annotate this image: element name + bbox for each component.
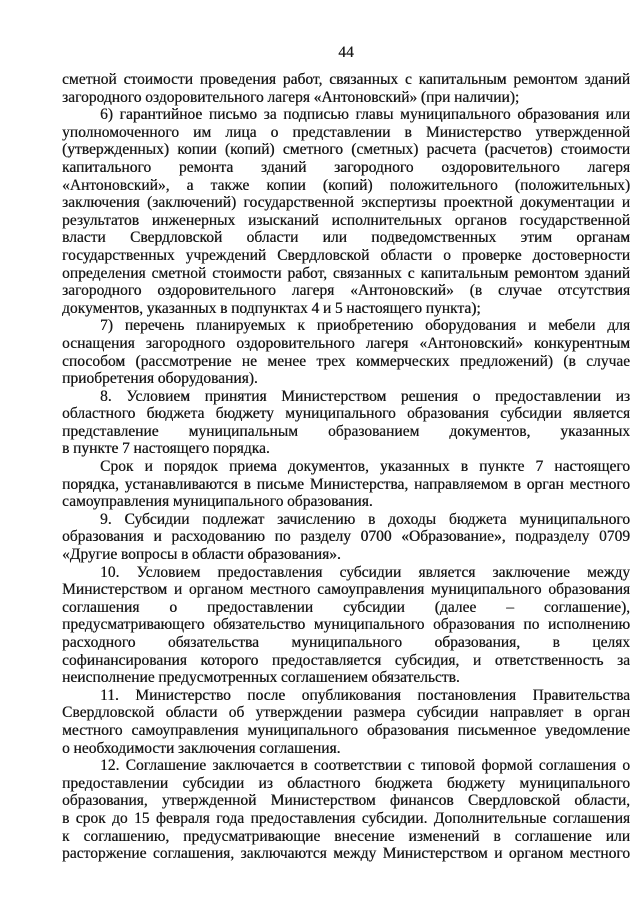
text-line: в срок до 15 февраля года предоставления субсидии. Дополнительные соглашения: [62, 809, 630, 827]
text-line: 9. Субсидии подлежат зачислению в доходы бюджета муниципального: [100, 510, 630, 528]
text-line: самоуправления муниципального образования.: [62, 493, 373, 511]
paragraph: [62, 71, 630, 106]
text-line: сметной стоимости проведения работ, связанных с капитальным ремонтом зданий: [62, 71, 630, 88]
text-line: неисполнение предусмотренных соглашением обязательств.: [62, 669, 460, 687]
text-line: (утвержденных) копии (копий) сметного (сметных) расчета (расчетов) стоимости: [62, 141, 630, 159]
text-line: загородного оздоровительного лагеря «Антоновский» (в случае отсутствия: [62, 282, 630, 300]
text-line: способом (рассмотрение не менее трех коммерческих предложений) (в случае: [62, 352, 630, 370]
text-line: расторжение соглашения, заключаются между Министерством и органом местного: [62, 845, 630, 863]
text-line: софинансирования которого предоставляется субсидия, и ответственность за: [62, 651, 630, 669]
paragraph: [62, 687, 630, 757]
text-line: государственных учреждений Свердловской области о проверке достоверности: [62, 246, 630, 264]
text-line: образования, утвержденной Министерством финансов Свердловской области,: [62, 792, 630, 810]
text-line: уполномоченного им лица о представлении в Министерство утвержденной: [62, 123, 630, 141]
text-line: «Другие вопросы в области образования».: [62, 546, 341, 564]
text-line: результатов инженерных изысканий исполнительных органов государственной: [62, 211, 630, 229]
text-line: 12. Соглашение заключается в соответствии с типовой формой соглашения о: [100, 757, 630, 775]
text-line: документов, указанных в подпунктах 4 и 5 настоящего пункта);: [62, 299, 481, 317]
text-line: приобретения оборудования).: [62, 370, 258, 388]
text-line: оснащения загородного оздоровительного лагеря «Антоновский» конкурентным: [62, 334, 630, 352]
text-line: в пункте 7 настоящего порядка.: [62, 440, 270, 458]
page-number: 44: [338, 44, 354, 61]
text-line: 10. Условием предоставления субсидии является заключение между: [100, 563, 630, 581]
text-line: 11. Министерство после опубликования постановления Правительства: [100, 686, 630, 704]
text-line: предусматривающего обязательство муниципального образования по исполнению: [62, 616, 630, 634]
text-line: порядка, устанавливаются в письме Министерства, направляемом в орган местного: [62, 475, 630, 493]
text-line: власти Свердловской области или подведомственных этим органам: [62, 229, 630, 247]
text-line: 6) гарантийное письмо за подписью главы муниципального образования или: [100, 106, 630, 124]
text-line: заключения (заключений) государственной экспертизы проектной документации и: [62, 194, 630, 212]
text-line: областного бюджета бюджету муниципального образования субсидии является: [62, 405, 630, 423]
paragraph: [62, 511, 630, 564]
text-line: о необходимости заключения соглашения.: [62, 739, 341, 757]
text-line: Свердловской области об утверждении размера субсидии направляет в орган: [62, 704, 630, 722]
text-line: капитального ремонта зданий загородного оздоровительного лагеря: [62, 158, 630, 176]
text-line: загородного оздоровительного лагеря «Антоновский» (при наличии);: [62, 88, 520, 106]
text-line: местного самоуправления муниципального образования письменное уведомление: [62, 721, 630, 739]
text-line: представление муниципальным образованием документов, указанных: [62, 422, 630, 440]
paragraph: [62, 388, 630, 458]
text-line: Срок и порядок приема документов, указанных в пункте 7 настоящего: [100, 458, 630, 476]
text-line: расходного обязательства муниципального образования, в целях: [62, 634, 630, 651]
text-line: 7) перечень планируемых к приобретению оборудования и мебели для: [100, 317, 630, 335]
text-line: к соглашению, предусматривающие внесение изменений в соглашение или: [62, 827, 630, 845]
text-line: Министерством и органом местного самоуправления муниципального образования: [62, 581, 630, 599]
paragraph: [62, 317, 630, 387]
text-line: определения сметной стоимости работ, связанных с капитальным ремонтом зданий: [62, 264, 630, 282]
text-line: соглашения о предоставлении субсидии (далее – соглашение),: [62, 598, 630, 616]
text-line: 8. Условием принятия Министерством решения о предоставлении из: [100, 387, 630, 405]
paragraph: [62, 458, 630, 511]
paragraph: [62, 564, 630, 687]
paragraph: [62, 106, 630, 317]
paragraph: [62, 757, 630, 863]
text-line: образования и расходованию по разделу 0700 «Образование», подразделу 0709: [62, 528, 630, 546]
text-line: предоставлении субсидии из областного бюджета бюджету муниципального: [62, 774, 630, 792]
text-line: «Антоновский», а также копии (копий) положительного (положительных): [62, 176, 630, 194]
document-body: [62, 71, 630, 863]
